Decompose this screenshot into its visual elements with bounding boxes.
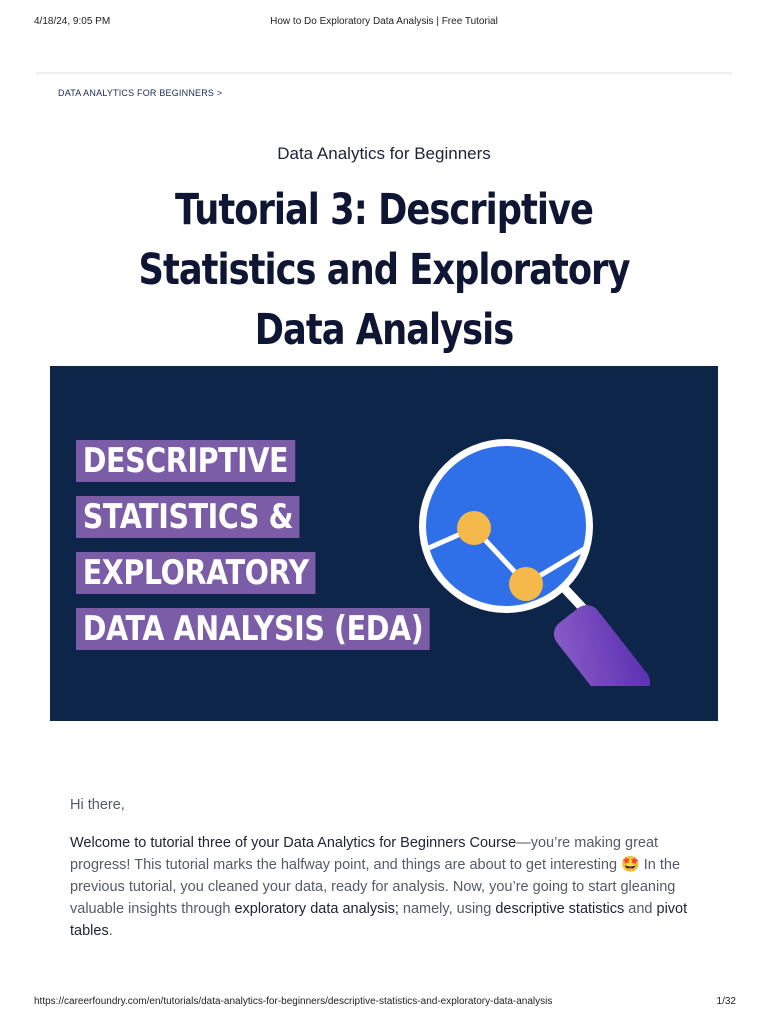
intro-text: namely, using <box>398 901 496 917</box>
magnifier-chart-icon <box>406 426 696 686</box>
site-nav-bar <box>36 72 732 76</box>
hero-line: EXPLORATORY <box>76 552 315 594</box>
print-page-number: 1/32 <box>716 996 736 1007</box>
hero-banner <box>50 366 718 721</box>
course-link[interactable]: Welcome to tutorial three of your Data Analytics for Beginners Course <box>70 835 517 851</box>
article-body <box>70 794 702 942</box>
print-doc-title: How to Do Exploratory Data Analysis | Free Tutorial <box>270 16 498 27</box>
intro-text: In the previous tutorial, you cleaned your data, ready for analysis. Now, you’re going to start gleaning valuable insights through <box>70 857 681 917</box>
pivot-tables-link[interactable]: pivot tables <box>70 901 688 939</box>
eda-link[interactable]: exploratory data analysis; <box>234 901 399 917</box>
greeting-text: Hi there, <box>70 797 125 813</box>
descriptive-statistics-link[interactable]: descriptive statistics <box>495 901 625 917</box>
intro-text: . <box>108 923 113 939</box>
print-header <box>34 16 734 30</box>
star-struck-emoji-icon: 🤩 <box>621 856 640 873</box>
breadcrumb-link[interactable]: DATA ANALYTICS FOR BEGINNERS > <box>58 88 223 98</box>
page-title: Tutorial 3: Descriptive Statistics and Exploratory Data Analysis <box>138 185 630 355</box>
hero-line: STATISTICS & <box>76 496 300 538</box>
intro-text: —you’re making great progress! This tutorial marks the halfway point, and things are about to get interesting <box>70 835 659 873</box>
intro-text: and <box>624 901 657 917</box>
print-url: https://careerfoundry.com/en/tutorials/data-analytics-for-beginners/descriptive-statistics-and-exploratory-data-analysis <box>34 996 553 1007</box>
print-datetime: 4/18/24, 9:05 PM <box>34 16 111 27</box>
hero-line: DATA ANALYSIS (EDA) <box>76 608 430 650</box>
hero-line: DESCRIPTIVE <box>76 440 295 482</box>
course-kicker: Data Analytics for Beginners <box>277 144 491 163</box>
intro-paragraph <box>70 832 702 942</box>
